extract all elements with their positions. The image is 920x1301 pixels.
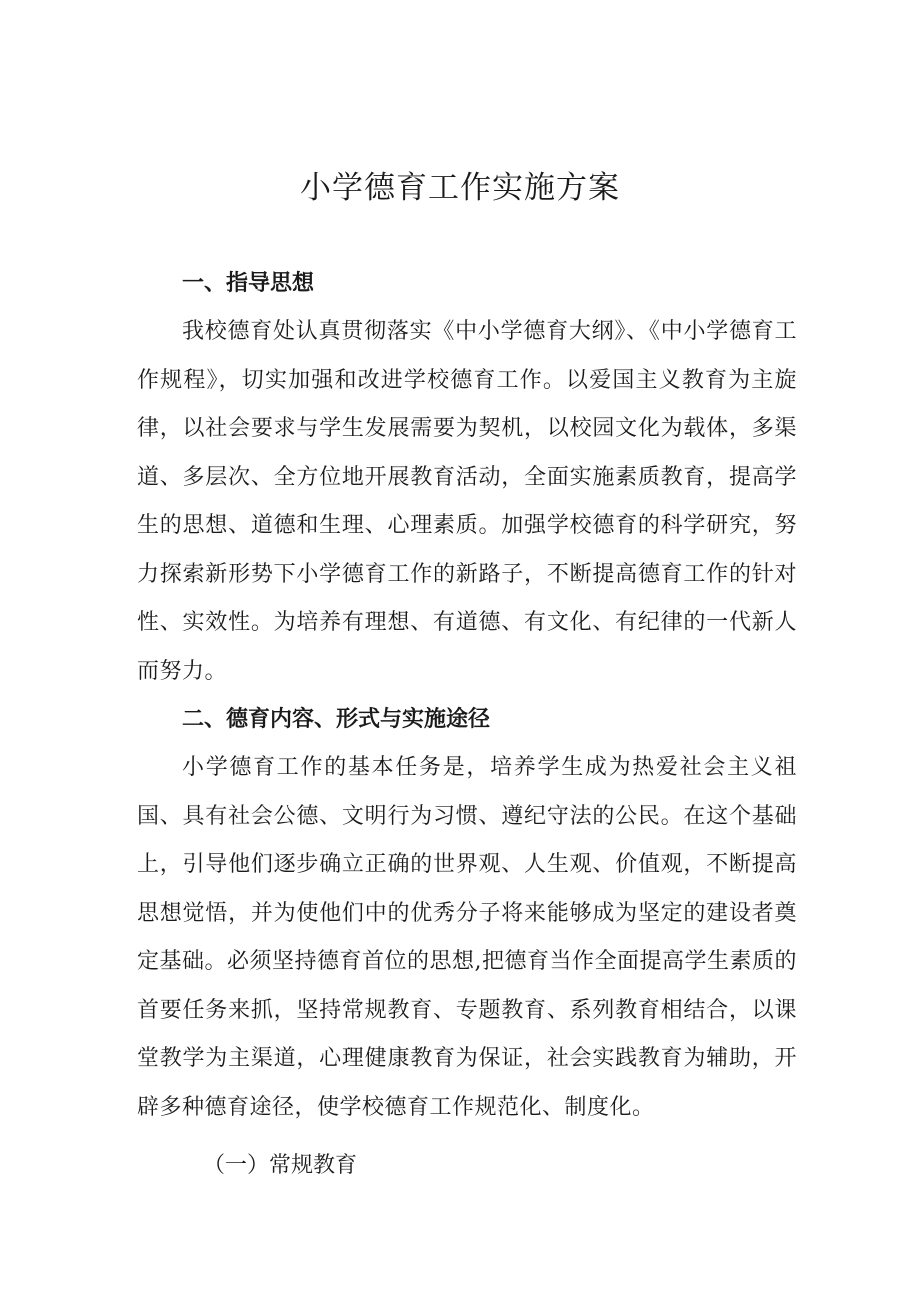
document-title: 小学德育工作实施方案 [300, 170, 620, 206]
document-body [137, 262, 797, 1188]
subheading-routine-education: （一）常规教育 [203, 1153, 358, 1178]
paragraph-content-and-approach: 小学德育工作的基本任务是，培养学生成为热爱社会主义祖国、具有社会公德、文明行为习惯、遵纪守法的公民。在这个基础上，引导他们逐步确立正确的世界观、人生观、价值观，不断提高思想觉悟，并为使他们中的优秀分子将来能够成为坚定的建设者奠定基础。必须坚持德育首位的思想,把德育当作全面提高学生素质的首要任务来抓，坚持常规教育、专题教育、系列教育相结合，以课堂教学为主渠道，心理健康教育为保证，社会实践教育为辅助，开辟多种德育途径，使学校德育工作规范化、制度化。 [137, 755, 797, 1120]
paragraph-guiding-ideology: 我校德育处认真贯彻落实《中小学德育大纲》、《中小学德育工作规程》，切实加强和改进学校德育工作。以爱国主义教育为主旋律，以社会要求与学生发展需要为契机，以校园文化为载体，多渠道、多层次、全方位地开展教育活动，全面实施素质教育，提高学生的思想、道德和生理、心理素质。加强学校德育的科学研究，努力探索新形势下小学德育工作的新路子，不断提高德育工作的针对性、实效性。为培养有理想、有道德、有文化、有纪律的一代新人而努力。 [137, 319, 797, 684]
section-heading-content-and-approach: 二、德育内容、形式与实施途径 [182, 707, 491, 732]
section-heading-guiding-ideology: 一、指导思想 [182, 271, 315, 296]
